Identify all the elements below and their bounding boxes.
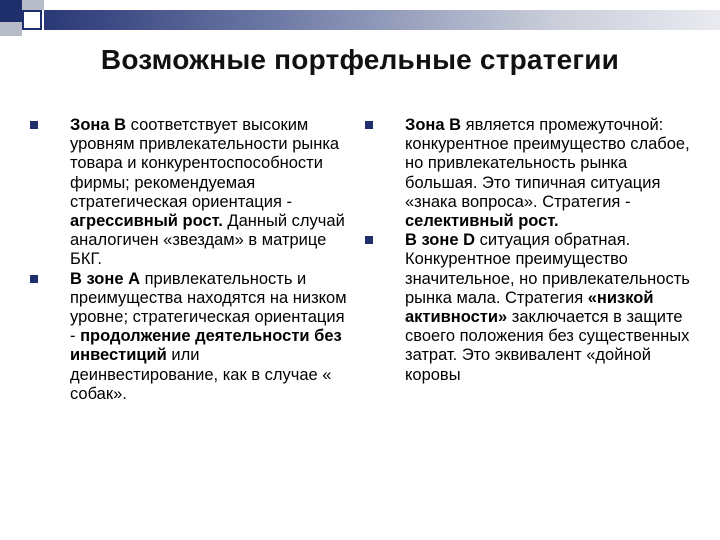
right-column	[365, 116, 695, 385]
decor-square-gray-small	[0, 22, 22, 36]
bullet-text	[70, 270, 350, 404]
text-run: привлекательность и преимущества находятся на низком уровне; стратегическая ориентация -	[70, 269, 347, 346]
text-run: ситуация обратная. Конкурентное преимущество значительное, но привлекательность рынка мала. Стратегия	[405, 231, 690, 307]
text-run: заключается в защите своего положения без существенных затрат. Это эквивалент «дойной коровы	[405, 308, 690, 384]
text-run: является промежуточной: конкурентное преимущество слабое, но привлекательность рынка большая. Это типичная ситуация «знака вопроса». Стратегия -	[405, 116, 690, 211]
bullet-square-icon	[365, 121, 373, 129]
text-run: или деинвестирование, как в случае « собак».	[70, 346, 332, 403]
header-gradient-bar	[44, 10, 720, 30]
text-run: агрессивный рост.	[70, 212, 223, 231]
text-run: Зона B	[70, 116, 127, 134]
decor-square-navy	[0, 0, 22, 22]
decor-square-gray	[22, 0, 44, 10]
bullet-square-icon	[365, 236, 373, 244]
text-run: соответствует высоким уровням привлекательности рынка товара и конкурентоспособности фирмы; рекомендуемая стратегическая ориентация -	[70, 116, 340, 211]
bullet-text	[70, 116, 350, 270]
bullet-text	[405, 231, 695, 385]
bullet-item-zone-v	[365, 116, 695, 231]
left-column	[30, 116, 350, 404]
text-run: В зоне D	[405, 231, 476, 250]
bullet-item-zone-a	[30, 270, 350, 404]
bullet-square-icon	[30, 275, 38, 283]
text-run: В зоне А	[70, 269, 141, 288]
text-run: продолжение деятельности без инвестиций	[70, 327, 342, 365]
text-run: «низкой активности»	[405, 288, 654, 327]
text-run: Зона В	[405, 116, 462, 134]
bullet-item-zone-d	[365, 231, 695, 385]
text-run: селективный рост.	[405, 212, 559, 231]
slide-title: Возможные портфельные стратегии	[100, 44, 620, 75]
bullet-square-icon	[30, 121, 38, 129]
decor-square-outline	[22, 10, 42, 30]
bullet-text	[405, 116, 695, 231]
text-run: Данный случай аналогичен «звездам» в матрице БКГ.	[70, 212, 345, 269]
bullet-item-zone-b	[30, 116, 350, 270]
